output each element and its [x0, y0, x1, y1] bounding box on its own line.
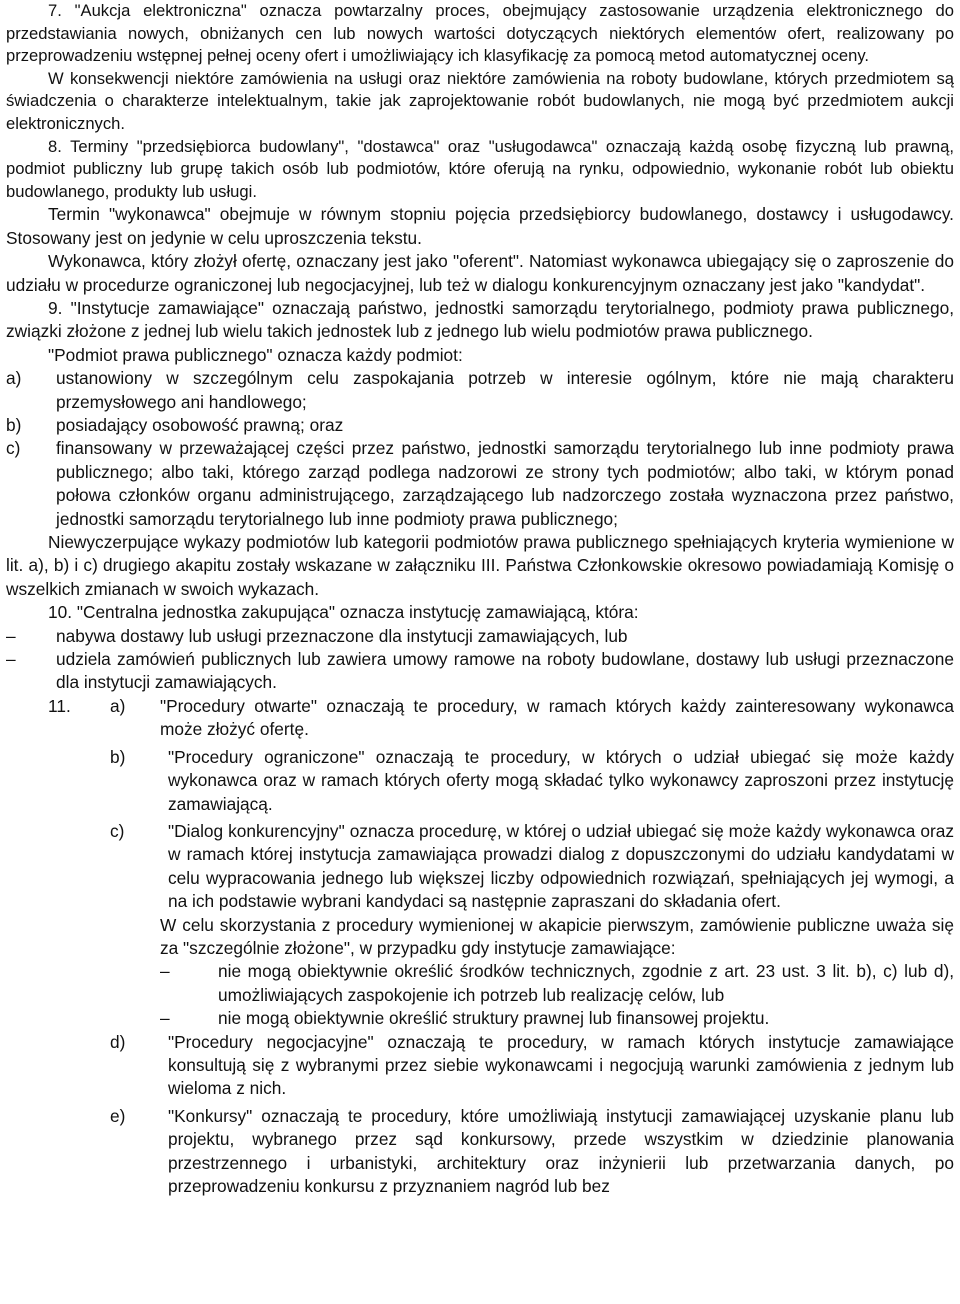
paragraph-9-podmiot: "Podmiot prawa publicznego" oznacza każdy podmiot: — [48, 344, 463, 365]
list-item — [6, 960, 954, 1007]
paragraph-7-continued: W konsekwencji niektóre zamówienia na usługi oraz niektóre zamówienia na roboty budowlane, których przedmiotem są świadczenia o charakterze intelektualnym, takie jak zaprojektowanie robót budowlanych, nie mogą być przedmiotem aukcji elektronicznych. — [6, 68, 954, 133]
list-item — [6, 695, 954, 742]
list-label: e) — [110, 1105, 126, 1126]
list-text: "Dialog konkurencyjny" oznacza procedurę, w której o udział ubiegać się może każdy wykonawca oraz w ramach której instytucja zamawiająca prowadzi dialog z dopuszczonymi do udziału kandydatami w celu wypracowania jednego lub większej liczby odpowiednich rozwiązań, spełniających jej wymogi, a na ich podstawie wybrani kandydaci są następnie zapraszani do składania ofert. — [168, 820, 954, 912]
paragraph-11c-continued: W celu skorzystania z procedury wymienionej w akapicie pierwszym, zamówienie publiczne uważa się za "szczególnie złożone", w przypadku gdy instytucje zamawiające: — [160, 914, 954, 958]
list-text: nie mogą obiektywnie określić struktury prawnej lub finansowej projektu. — [218, 1008, 770, 1029]
paragraph-8-oferent: Wykonawca, który złożył ofertę, oznaczany jest jako "oferent". Natomiast wykonawca ubiegający się o zaproszenie do udziału w procedurze ograniczonej lub negocjacyjnej, lub też w dialogu konkurencyjnym oznaczany jest jako "kandydat". — [6, 251, 954, 295]
paragraph-8: 8. Terminy "przedsiębiorca budowlany", "dostawca" oraz "usługodawca" oznaczają każdą osobę fizyczną lub prawną, podmiot publiczny lub grupę takich osób lub podmiotów, które oferują na rynku, odpowiednio, wykonanie robót lub obiektu budowlanego, produkty lub usługi. — [6, 136, 954, 201]
list-text: "Procedury otwarte" oznaczają te procedury, w ramach których każdy zainteresowany wykonawca może złożyć ofertę. — [160, 695, 954, 740]
list-label: b) — [110, 746, 126, 767]
list-item — [6, 437, 954, 531]
list-text: posiadający osobowość prawną; oraz — [56, 415, 344, 435]
dash-bullet: – — [6, 649, 16, 670]
list-label: c) — [6, 438, 21, 459]
list-item — [6, 367, 954, 414]
list-label: a) — [110, 695, 126, 716]
section-7 — [6, 0, 954, 203]
list-label: d) — [110, 1031, 126, 1052]
list-text: "Konkursy" oznaczają te procedury, które umożliwiają instytucji zamawiającej uzyskanie planu lub projektu, wybranego przez sąd konkursowy, przede wszystkim w dziedzinie planowania przestrzennego i urbanistyki, architektury oraz inżynierii lub przetwarzania danych, po przeprowadzeniu konkursu z przyznaniem nagród lub bez — [168, 1105, 954, 1196]
list-text: "Procedury negocjacyjne" oznaczają te procedury, w ramach których instytucje zamawiające konsultują się z wybranymi przez siebie wykonawcami i negocjują warunki zamówienia z jednym lub wieloma z nich. — [168, 1031, 954, 1099]
paragraph-9: 9. "Instytucje zamawiające" oznaczają państwo, jednostki samorządu terytorialnego, podmioty prawa publicznego, związki złożone z jednej lub wielu takich jednostek lub z jednego lub wielu podmiotów prawa publicznego. — [6, 297, 954, 342]
list-item — [6, 1105, 954, 1199]
list-item — [6, 746, 954, 816]
list-label: c) — [110, 820, 125, 841]
list-item — [6, 1031, 954, 1101]
dash-bullet: – — [160, 961, 170, 982]
list-text: nie mogą obiektywnie określić środków technicznych, zgodnie z art. 23 ust. 3 lit. b), c) lub d), umożliwiających zaspokojenie ich potrzeb lub realizację celów, lub — [218, 961, 954, 1005]
dash-bullet: – — [160, 1008, 170, 1029]
paragraph-7: 7. "Aukcja elektroniczna" oznacza powtarzalny proces, obejmujący zastosowanie urządzenia elektronicznego do przedstawiania nowych, obniżanych cen lub nowych wartości dotyczących niektórych elementów ofert, realizowany po przeprowadzeniu wstępnej pełnej oceny ofert i umożliwiający ich klasyfikację za pomocą metod automatycznej oceny. — [6, 1, 954, 66]
dash-bullet: – — [6, 625, 16, 646]
list-item — [6, 820, 954, 914]
list-item — [6, 1007, 954, 1030]
paragraph-8-wykonawca: Termin "wykonawca" obejmuje w równym stopniu pojęcia przedsiębiorcy budowlanego, dostawcy i usługodawcy. Stosowany jest on jedynie w celu uproszczenia tekstu. — [6, 204, 954, 248]
list-text: nabywa dostawy lub usługi przeznaczone dla instytucji zamawiających, lub — [56, 625, 628, 646]
list-text: udziela zamówień publicznych lub zawiera umowy ramowe na roboty budowlane, dostawy lub usługi przeznaczone dla instytucji zamawiających. — [56, 649, 954, 693]
list-text: ustanowiony w szczególnym celu zaspokajania potrzeb w interesie ogólnym, które nie mają charakteru przemysłowego ani handlowego; — [56, 368, 954, 412]
list-item — [6, 625, 954, 648]
list-label: b) — [6, 415, 22, 435]
list-text: "Procedury ograniczone" oznaczają te procedury, w których o udział ubiegać się może każdy wykonawca oraz w ramach których oferty mogą składać tylko wykonawcy zaproszoni przez instytucję zamawiającą. — [168, 746, 954, 814]
list-item — [6, 414, 954, 437]
list-item — [6, 648, 954, 695]
list-text: finansowany w przeważającej części przez państwo, jednostki samorządu terytorialnego lub inne podmioty prawa publicznego; albo taki, którego zarząd podlega nadzorowi ze strony tych podmiotów; albo taki, w którym ponad połowa członków organu administrującego, zarządzającego lub nadzorczego została wyznaczona przez państwo, jednostki samorządu terytorialnego lub inne podmioty prawa publicznego; — [56, 438, 954, 529]
section-number: 11. — [48, 695, 71, 716]
list-label: a) — [6, 368, 22, 389]
paragraph-9-wykazy: Niewyczerpujące wykazy podmiotów lub kategorii podmiotów prawa publicznego spełniających kryteria wymienione w lit. a), b) i c) drugiego akapitu zostały wskazane w załączniku III. Państwa Członkowskie okresowo powiadamiają Komisję o wszelkich zmianach w swoich wykazach. — [6, 532, 954, 599]
paragraph-10: 10. "Centralna jednostka zakupująca" oznacza instytucję zamawiającą, która: — [48, 602, 639, 623]
